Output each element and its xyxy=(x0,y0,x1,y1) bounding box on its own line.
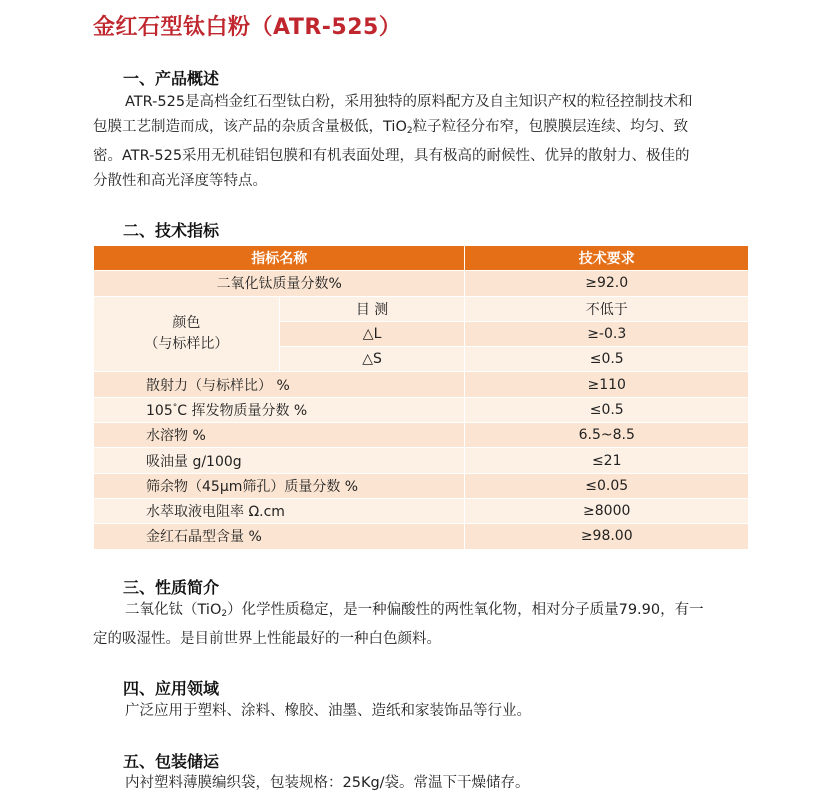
table-row xyxy=(94,271,749,296)
row-name: 吸油量 g/100g xyxy=(94,448,465,473)
row-value: ≥8000 xyxy=(465,498,749,523)
subscript-2: 2 xyxy=(221,609,228,619)
row-name: 水溶物 % xyxy=(94,423,465,448)
table-row xyxy=(94,372,749,397)
row-name-part: C 挥发物质量分数 % xyxy=(177,402,308,419)
spec-table xyxy=(93,245,749,550)
table-row xyxy=(94,448,749,473)
table-row xyxy=(94,397,749,422)
page-title: 金红石型钛白粉（ATR-525） xyxy=(93,15,402,40)
properties-line-1b: ）化学性质稳定，是一种偏酸性的两性氧化物，相对分子质量79.90，有一 xyxy=(227,602,704,618)
row-value: 不低于 xyxy=(465,296,749,321)
degree-sup: ° xyxy=(172,402,178,413)
row-value: 6.5~8.5 xyxy=(465,423,749,448)
row-value: ≤0.05 xyxy=(465,473,749,498)
row-subname: △L xyxy=(279,321,465,346)
color-group-label: 颜色 xyxy=(172,315,201,332)
row-value: ≥92.0 xyxy=(465,271,749,296)
row-value: ≥-0.3 xyxy=(465,321,749,346)
packaging-line-1: 内衬塑料薄膜编织袋，包装规格：25Kg/袋。常温下干燥储存。 xyxy=(125,775,530,791)
row-value: ≤21 xyxy=(465,448,749,473)
overview-line-1: ATR-525是高档金红石型钛白粉，采用独特的原料配方及自主知识产权的粒径控制技术和 xyxy=(125,94,693,110)
overview-line-3: 密。ATR-525采用无机硅铝包膜和有机表面处理，具有极高的耐候性、优异的散射力、极佳的 xyxy=(93,148,690,164)
overview-line-2a: 包膜工艺制造而成，该产品的杂质含量极低，TiO xyxy=(93,119,407,135)
section-heading-applications: 四、应用领域 xyxy=(123,679,220,698)
header-indicator-name: 指标名称 xyxy=(94,246,465,271)
color-group-cell xyxy=(94,296,280,372)
section-heading-specs: 二、技术指标 xyxy=(123,221,220,240)
applications-paragraph xyxy=(93,699,753,724)
packaging-paragraph xyxy=(93,771,753,796)
row-name-part: 105 xyxy=(146,402,173,419)
subscript-2: 2 xyxy=(406,126,413,136)
row-subname: △S xyxy=(279,347,465,372)
row-name: 水萃取液电阻率 Ω.cm xyxy=(94,498,465,523)
overview-line-4: 分散性和高光泽度等特点。 xyxy=(93,173,267,189)
properties-line-2: 定的吸湿性。是目前世界上性能最好的一种白色颜料。 xyxy=(93,631,441,647)
table-row xyxy=(94,498,749,523)
applications-line-1: 广泛应用于塑料、涂料、橡胶、油墨、造纸和家装饰品等行业。 xyxy=(125,703,531,719)
overview-paragraph xyxy=(93,90,753,194)
row-subname: 目 测 xyxy=(279,296,465,321)
row-value: ≤0.5 xyxy=(465,347,749,372)
table-row xyxy=(94,423,749,448)
row-name: 筛余物（45μm筛孔）质量分数 % xyxy=(94,473,465,498)
row-name xyxy=(94,397,465,422)
section-heading-overview: 一、产品概述 xyxy=(123,69,220,88)
section-heading-packaging: 五、包装储运 xyxy=(123,752,220,771)
row-name: 金红石晶型含量 % xyxy=(94,524,465,549)
header-requirement: 技术要求 xyxy=(465,246,749,271)
table-row xyxy=(94,296,749,321)
section-heading-properties: 三、性质简介 xyxy=(123,578,220,597)
row-name: 散射力（与标样比） % xyxy=(94,372,465,397)
row-value: ≥110 xyxy=(465,372,749,397)
row-value: ≤0.5 xyxy=(465,397,749,422)
table-row xyxy=(94,473,749,498)
row-name: 二氧化钛质量分数% xyxy=(94,271,465,296)
overview-line-2b: 粒子粒径分布窄，包膜膜层连续、均匀、致 xyxy=(412,119,689,135)
properties-line-1a: 二氧化钛（TiO xyxy=(125,602,222,618)
row-value: ≥98.00 xyxy=(465,524,749,549)
table-header-row xyxy=(94,246,749,271)
color-group-note: （与标样比） xyxy=(144,336,229,353)
properties-paragraph xyxy=(93,598,753,652)
table-row xyxy=(94,524,749,549)
